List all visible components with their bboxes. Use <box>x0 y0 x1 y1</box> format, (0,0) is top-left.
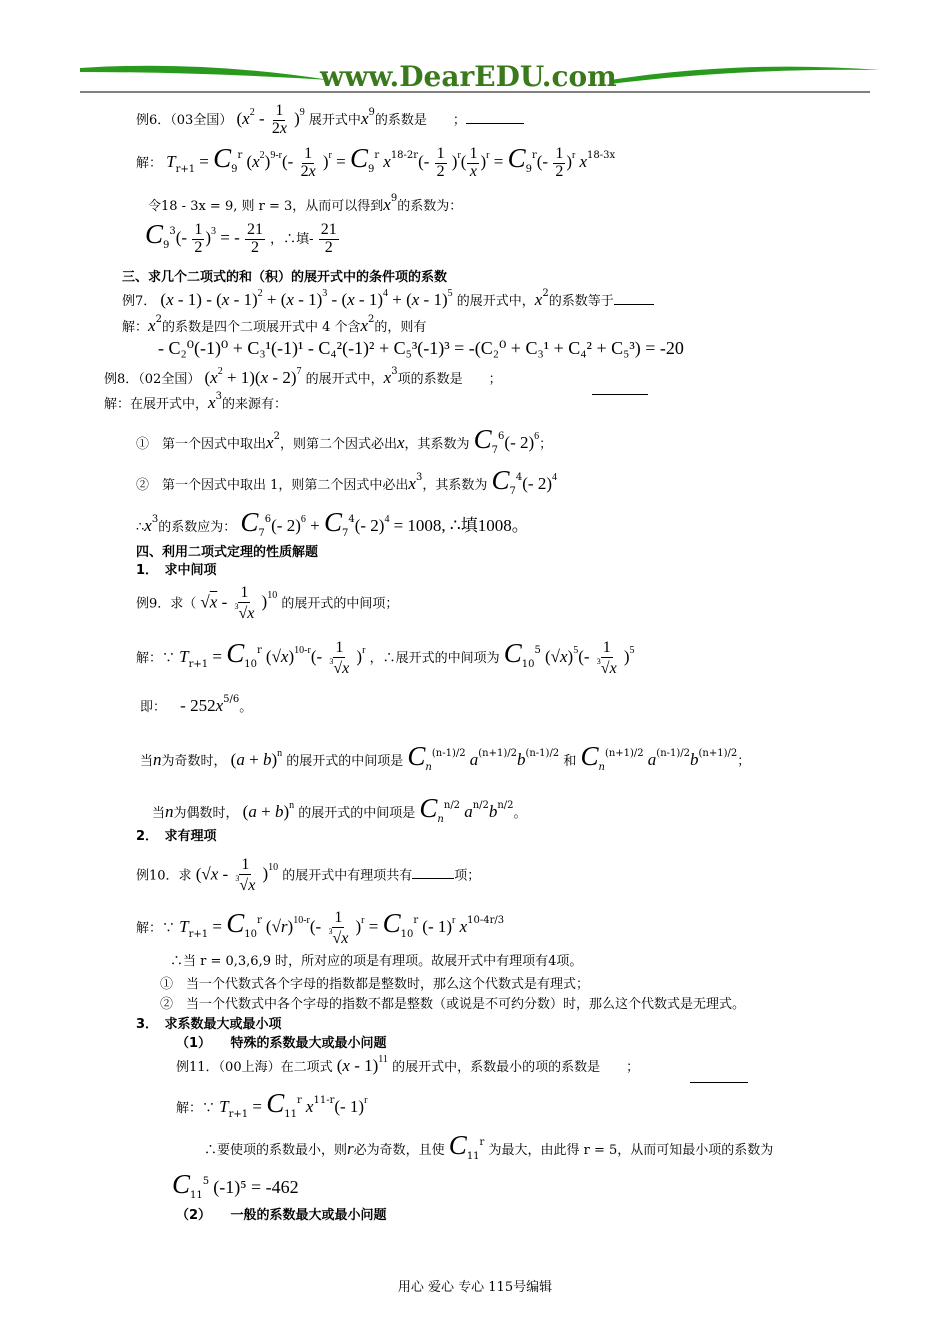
ex8-line: 例8．（02全国） $(x^2 + 1)(x - 2)^7$ 的展开式中，$x^3$项的系数是 ； <box>104 366 502 387</box>
sol6-line: 解： $T_{r+1} = C_9^r$ $(x^2)^{9-r}(-$ $\frac{1}{2x}$ )$^r = C_9^r$ $x^{18-2r}(-$ $\frac{1}{2}$ )$^r$( $\frac{1}{x}$ )$^r = C_9^r(-$ $\frac{1}{2}$ )$^r$ $x^{18-3x}$ <box>136 143 616 180</box>
conc10-line: ∴当 r = 0,3,6,9 时，所对应的项是有理项。故展开式中有理项有4项。 <box>170 954 583 969</box>
section-4-heading: 四、利用二项式定理的性质解题 <box>136 545 319 560</box>
note1-line: ① 当一个代数式各个字母的指数都是整数时，那么这个代数式是有理式； <box>160 977 590 992</box>
answer-blank[interactable] <box>592 394 648 395</box>
case1-line: ① 第一个因式中取出$x^2$，则第二个因式必出x，其系数为 $C_7^6(-$ 2)$^6$； <box>136 424 553 456</box>
sub32-heading: （2） 一般的系数最大或最小问题 <box>176 1208 387 1223</box>
sub2-heading: 2． 求有理项 <box>136 829 217 844</box>
sol7-line: 解：$x^2$的系数是四个二项展开式中 4 个含$x^2$的，则有 <box>122 314 427 335</box>
sub31-heading: （1） 特殊的系数最大或最小问题 <box>176 1036 387 1051</box>
site-logo: www.DearEDU.com <box>320 60 617 93</box>
page-footer: 用心 爱心 专心 115号编辑 <box>397 1280 553 1295</box>
ex6-line: 例6．（03全国） ($x^2$ - $\frac{1}{2x}$ )$^9$ 展开式中$x^9$的系数是 ； <box>136 103 524 138</box>
eq7-line: - C₂⁰(-1)⁰ + C₃¹(-1)¹ - C₄²(-1)² + C₅³(-1)³ = -(C₂⁰ + C₃¹ + C₄² + C₅³) = -20 <box>158 338 684 358</box>
sub3-heading: 3． 求系数最大或最小项 <box>136 1017 282 1032</box>
sol9b-line: 即： - $252x^{5/6}$。 <box>140 694 253 715</box>
answer-blank[interactable] <box>614 294 654 305</box>
note2-line: ② 当一个代数式中各个字母的指数不都是整数（或说是不可约分数）时，那么这个代数式是无理式。 <box>160 997 746 1012</box>
answer-blank[interactable] <box>690 1082 748 1083</box>
odd-line: 当n为奇数时， $(a + b)^n$ 的展开式的中间项是 $C_n^{(n-1)/2}$ $a^{(n+1)/2}b^{(n-1)/2}$ 和 $C_n^{(n+1)/2}$ $a^{(n-1)/2}b^{(n+1)/2}$； <box>140 741 751 773</box>
sol10-line: 解：∵ $T_{r+1} = C_{10}^r$ $(√r)^{10-r}(-$ $\frac{1}{^3√x}$ )$^r = C_{10}^r$ (- 1)$^r$ $x^{10-4r/3}$ <box>136 908 505 947</box>
conc8-line: $\therefore x^3$的系数应为： $C_7^6(-$ $2)^6 + C_7^4(-$ 2)$^4$ = 1008, ∴填1008。 <box>136 507 529 539</box>
ex10-line: 例10．求 (√x - $\frac{1}{^3√x}$ )$^{10}$ 的展开式中有理项共有 项； <box>136 856 481 894</box>
even-line: 当n为偶数时， $(a + b)^n$ 的展开式的中间项是 $C_n^{n/2}$ $a^{n/2}b^{n/2}$。 <box>152 793 527 825</box>
sol6b-line: 令18 - 3x = 9, 则 r = 3，从而可以得到$x^9$的系数为： <box>148 193 463 214</box>
sol11-line: 解：∵ $T_{r+1} = C_{11}^r$ $x^{11-r}(-$ 1)$^r$ <box>176 1088 368 1120</box>
section-3-heading: 三、求几个二项式的和（积）的展开式中的条件项的系数 <box>122 270 448 285</box>
sub1-heading: 1． 求中间项 <box>136 563 217 578</box>
ans11-line: $C_{11}^5$ (-1)⁵ = -462 <box>172 1169 299 1201</box>
ex7-line: 例7． (x - 1) - (x - 1)$^2$ + (x - 1)$^3$ - (x - 1)$^4$ + (x - 1)$^5$ 的展开式中，$x^2$的系数等于 <box>122 288 654 310</box>
answer-blank[interactable] <box>466 113 524 124</box>
sol8-line: 解：在展开式中，$x^3$的来源有： <box>104 391 287 412</box>
answer-blank[interactable] <box>412 868 454 879</box>
sol9-line: 解：∵ $T_{r+1} = C_{10}^r$ $(√x)^{10-r}(-$ $\frac{1}{^3√x}$ )$^r$ ，∴展开式的中间项为 $C_{10}^5$ $(√x)^5(-$ $\frac{1}{^3√x}$ )$^5$ <box>136 638 635 677</box>
ex9-line: 例9．求（ √x - $\frac{1}{^3√x}$ )$^{10}$ 的展开式的中间项； <box>136 584 399 622</box>
header-banner <box>0 0 950 100</box>
case2-line: ② 第一个因式中取出 1，则第二个因式中必出$x^3$，其系数为 $C_7^4(-$ 2)$^4$ <box>136 465 557 497</box>
conc11-line: ∴要使项的系数最小，则r必为奇数，且使 $C_{11}^r$ 为最大，由此得 r = 5，从而可知最小项的系数为 <box>204 1130 774 1162</box>
ans6-line: $C_9^3(-$ $\frac{1}{2}$ )$^3$ = - $\frac{21}{2}$ ，∴填- $\frac{21}{2}$ <box>145 219 337 256</box>
ex11-line: 例11．（00上海）在二项式 (x - 1)$^{11}$ 的展开式中，系数最小的项的系数是 ； <box>176 1054 640 1075</box>
